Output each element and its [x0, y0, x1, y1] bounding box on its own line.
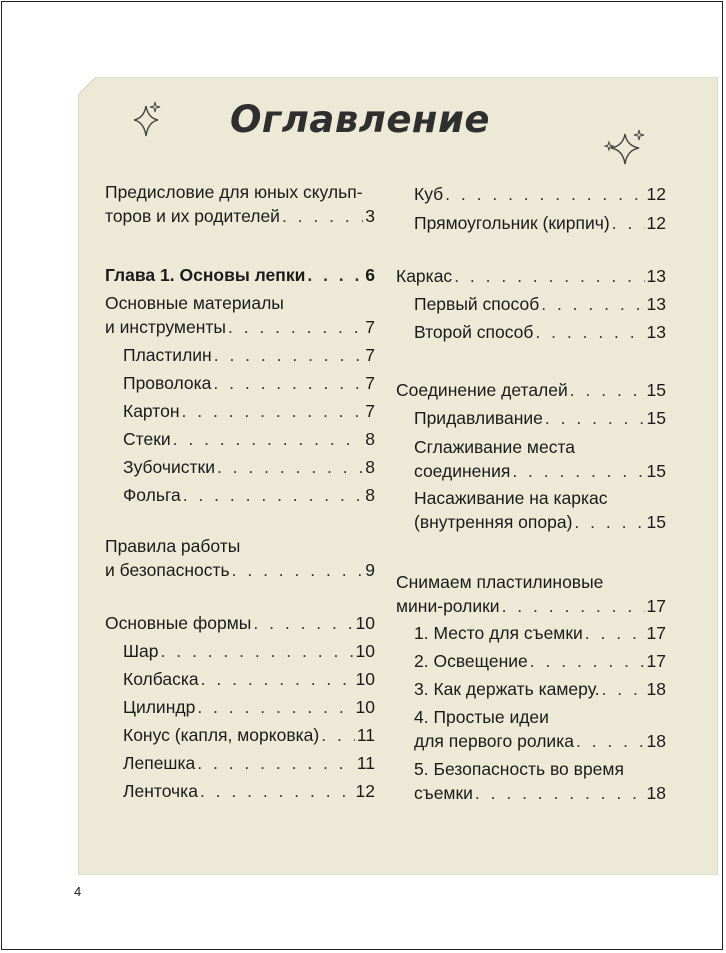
toc-entry-page: 17	[646, 596, 666, 616]
toc-entry	[105, 291, 375, 339]
toc-entry-title: торов и их родителей	[105, 206, 280, 226]
toc-entry-title: Второй способ	[414, 322, 534, 342]
dot-leader	[213, 371, 363, 395]
toc-entry	[414, 292, 666, 316]
toc-entry-title: Фольга	[123, 485, 181, 505]
toc-entry-page: 15	[646, 512, 666, 532]
toc-entry-line	[414, 621, 666, 645]
dot-leader	[307, 263, 363, 287]
toc-entry-title: и безопасность	[105, 560, 230, 580]
toc-entry	[414, 406, 666, 430]
toc-entry	[396, 264, 666, 288]
toc-entry-line	[105, 534, 375, 558]
toc-entry-page: 9	[365, 560, 375, 580]
dot-leader	[217, 455, 363, 479]
toc-entry	[123, 723, 375, 747]
toc-entry-title: 3. Как держать камеру.	[414, 679, 600, 699]
toc-entry-line	[414, 182, 666, 206]
toc-entry-page: 8	[365, 457, 375, 477]
toc-entry-title: Соединение деталей	[396, 380, 568, 400]
toc-entry-title: Ленточка	[123, 781, 198, 801]
toc-entry	[396, 378, 666, 402]
toc-entry	[414, 649, 666, 673]
toc-entry-line	[123, 695, 375, 719]
toc-entry-line	[123, 455, 375, 479]
toc-entry	[105, 263, 375, 287]
toc-entry-line	[414, 435, 666, 459]
toc-entry-page: 12	[646, 213, 666, 233]
toc-entry-page: 6	[365, 265, 375, 285]
dot-leader	[576, 729, 645, 753]
dot-leader	[232, 558, 364, 582]
toc-entry	[414, 486, 666, 534]
toc-entry-title: Насаживание на каркас	[414, 488, 608, 508]
dot-leader	[161, 639, 354, 663]
toc-entry-title: Шар	[123, 641, 159, 661]
toc-entry-title: Основные формы	[105, 613, 252, 633]
toc-entry-title: 5. Безопасность во время	[414, 759, 624, 779]
toc-entry-page: 11	[356, 725, 375, 745]
toc-entry-line	[105, 263, 375, 287]
dot-leader	[545, 406, 645, 430]
toc-entry-page: 18	[646, 731, 666, 751]
toc-entry-line	[396, 264, 666, 288]
toc-entry-title: Стеки	[123, 429, 171, 449]
toc-entry-title: Предисловие для юных скульп-	[105, 182, 363, 202]
toc-entry-title: мини-ролики	[396, 596, 500, 616]
toc-entry	[414, 182, 666, 206]
toc-entry-line	[414, 486, 666, 510]
toc-entry-page: 15	[646, 461, 666, 481]
dot-leader	[612, 211, 645, 235]
toc-entry	[105, 534, 375, 582]
toc-entry-page: 11	[356, 753, 375, 773]
dot-leader	[585, 621, 645, 645]
toc-entry-title: Конус (капля, морковка)	[123, 725, 320, 745]
toc-entry-title: Правила работы	[105, 536, 241, 556]
dot-leader	[197, 751, 355, 775]
toc-entry-page: 13	[646, 266, 666, 286]
toc-entry-page: 10	[355, 641, 375, 661]
toc-entry-page: 7	[365, 401, 375, 421]
dot-leader	[282, 204, 363, 228]
toc-entry-title: Сглаживание места	[414, 437, 575, 457]
page-title: Оглавление	[229, 98, 491, 141]
toc-entry	[123, 667, 375, 691]
toc-entry-line	[123, 343, 375, 367]
toc-entry-title: Пластилин	[123, 345, 212, 365]
toc-entry	[414, 757, 666, 805]
toc-entry-page: 18	[646, 783, 666, 803]
dot-leader	[183, 483, 364, 507]
toc-entry-title: соединения	[414, 461, 511, 481]
toc-entry	[123, 427, 375, 451]
dot-leader	[541, 292, 644, 316]
toc-entry	[414, 705, 666, 753]
sparkle-icon	[128, 100, 164, 140]
toc-entry-title: Лепешка	[123, 753, 196, 773]
toc-entry	[105, 180, 375, 228]
toc-entry-page: 17	[646, 651, 666, 671]
toc-entry-title: 4. Простые идеи	[414, 707, 549, 727]
toc-entry	[414, 320, 666, 344]
toc-entry-title: 2. Освещение	[414, 651, 528, 671]
dot-leader	[200, 779, 354, 803]
dot-leader	[530, 649, 645, 673]
dot-leader	[570, 378, 645, 402]
toc-entry-title: Картон	[123, 401, 180, 421]
toc-entry-line	[414, 292, 666, 316]
toc-entry-page: 10	[355, 613, 375, 633]
toc-entry	[123, 371, 375, 395]
toc-entry-line	[414, 211, 666, 235]
toc-entry-page: 7	[365, 345, 375, 365]
toc-entry-line	[414, 781, 666, 805]
toc-entry-title: для первого ролика	[414, 731, 574, 751]
toc-entry-page: 13	[646, 294, 666, 314]
toc-entry-line	[396, 594, 666, 618]
toc-entry-title: Придавливание	[414, 408, 543, 428]
toc-entry	[414, 621, 666, 645]
dot-leader	[454, 264, 644, 288]
toc-entry-page: 15	[646, 408, 666, 428]
toc-entry	[123, 695, 375, 719]
sparkle-icon	[603, 128, 649, 168]
toc-entry-line	[105, 315, 375, 339]
dot-leader	[602, 677, 645, 701]
toc-entry-line	[105, 611, 375, 635]
toc-entry-line	[396, 570, 666, 594]
toc-entry	[123, 639, 375, 663]
dot-leader	[173, 427, 364, 451]
toc-entry-title: Проволока	[123, 373, 212, 393]
toc-entry-title: Колбаска	[123, 669, 199, 689]
toc-entry-line	[105, 558, 375, 582]
toc-entry-line	[123, 667, 375, 691]
toc-entry	[123, 343, 375, 367]
toc-entry-title: Куб	[414, 184, 444, 204]
page-number: 4	[74, 884, 82, 899]
toc-entry-line	[414, 649, 666, 673]
toc-entry-line	[123, 639, 375, 663]
toc-entry-title: Глава 1. Основы лепки	[105, 265, 306, 285]
toc-entry-page: 10	[355, 669, 375, 689]
toc-entry-line	[414, 406, 666, 430]
toc-entry-page: 3	[365, 206, 375, 226]
toc-entry-line	[123, 427, 375, 451]
dot-leader	[512, 459, 644, 483]
toc-entry-line	[414, 705, 666, 729]
dot-leader	[535, 320, 644, 344]
toc-entry-page: 7	[365, 317, 375, 337]
toc-entry-line	[414, 459, 666, 483]
toc-entry-title: съемки	[414, 783, 473, 803]
toc-entry-page: 17	[646, 623, 666, 643]
toc-entry-line	[123, 483, 375, 507]
toc-entry-title: Основные материалы	[105, 293, 284, 313]
toc-entry-page: 12	[646, 184, 666, 204]
toc-entry-page: 15	[646, 380, 666, 400]
toc-entry	[123, 751, 375, 775]
toc-entry-title: Цилиндр	[123, 697, 196, 717]
toc-entry-line	[123, 779, 375, 803]
toc-entry	[123, 779, 375, 803]
toc-entry-line	[123, 723, 375, 747]
toc-entry-line	[123, 399, 375, 423]
toc-entry-line	[105, 204, 375, 228]
toc-entry-page: 8	[365, 429, 375, 449]
dot-leader	[182, 399, 364, 423]
toc-entry	[414, 435, 666, 483]
dot-leader	[502, 594, 645, 618]
dot-leader	[321, 723, 355, 747]
toc-entry-title: Снимаем пластилиновые	[396, 572, 604, 592]
toc-entry-title: Каркас	[396, 266, 453, 286]
toc-entry-line	[123, 371, 375, 395]
toc-entry-title: Зубочистки	[123, 457, 215, 477]
toc-entry-page: 8	[365, 485, 375, 505]
toc-entry	[414, 677, 666, 701]
toc-entry-line	[414, 677, 666, 701]
dot-leader	[445, 182, 644, 206]
toc-entry-line	[414, 757, 666, 781]
dot-leader	[197, 695, 353, 719]
toc-entry-page: 10	[355, 697, 375, 717]
toc-entry-line	[414, 729, 666, 753]
toc-entry	[414, 211, 666, 235]
toc-entry-page: 18	[646, 679, 666, 699]
dot-leader	[201, 667, 354, 691]
toc-entry-line	[105, 291, 375, 315]
toc-entry-page: 12	[355, 781, 375, 801]
dot-leader	[253, 611, 353, 635]
dot-leader	[475, 781, 645, 805]
toc-entry-title: Прямоугольник (кирпич)	[414, 213, 610, 233]
toc-entry-line	[105, 180, 375, 204]
toc-entry-page: 7	[365, 373, 375, 393]
toc-entry	[123, 399, 375, 423]
toc-entry-line	[414, 320, 666, 344]
toc-entry-page: 13	[646, 322, 666, 342]
toc-entry-title: и инструменты	[105, 317, 226, 337]
toc-entry	[123, 483, 375, 507]
dot-leader	[574, 510, 644, 534]
toc-entry	[396, 570, 666, 618]
toc-entry-title: 1. Место для съемки	[414, 623, 583, 643]
toc-entry-title: Первый способ	[414, 294, 540, 314]
toc-entry	[123, 455, 375, 479]
toc-entry-line	[414, 510, 666, 534]
dot-leader	[214, 343, 364, 367]
dot-leader	[228, 315, 363, 339]
toc-entry-title: (внутренняя опора)	[414, 512, 573, 532]
toc-entry-line	[123, 751, 375, 775]
toc-entry-line	[396, 378, 666, 402]
toc-entry	[105, 611, 375, 635]
